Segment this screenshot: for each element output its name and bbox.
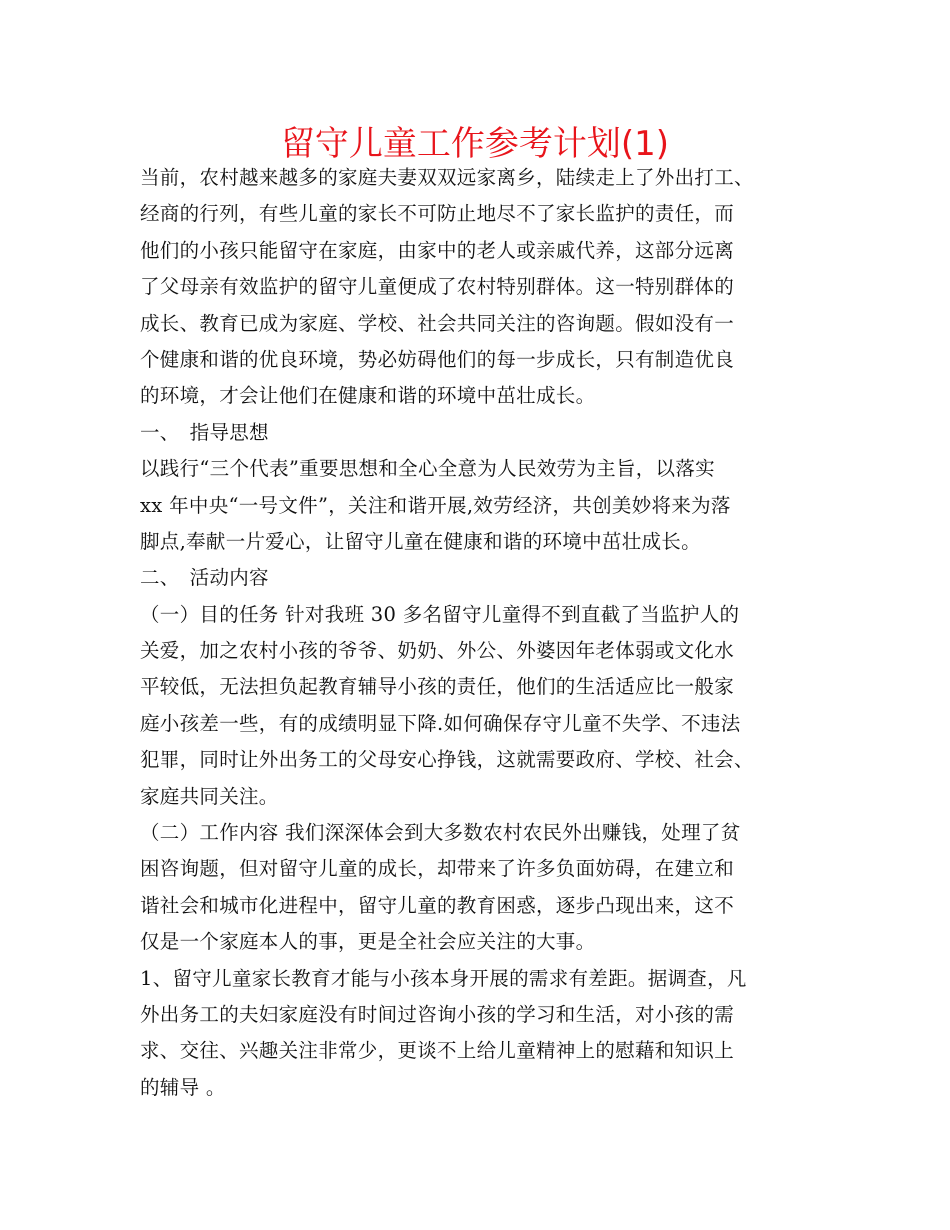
text-line: 他们的小孩只能留守在家庭，由家中的老人或亲戚代养，这部分远离 [140,238,735,262]
text-line: 成长、教育已成为家庭、学校、社会共同关注的咨询题。假如没有一 [140,311,735,335]
text-line: 以践行“三个代表”重要思想和全心全意为人民效劳为主旨，以落实 [140,457,715,481]
text-line: 求、交往、兴趣关注非常少，更谈不上给儿童精神上的慰藉和知识上 [140,1039,735,1063]
text-line: 经商的行列，有些儿童的家长不可防止地尽不了家长监护的责任，而 [140,202,735,226]
text-line: 平较低，无法担负起教育辅导小孩的责任，他们的生活适应比一般家 [140,675,735,699]
text-line: 谐社会和城市化进程中，留守儿童的教育困惑，逐步凸现出来，这不 [140,893,735,917]
text-line: 外出务工的夫妇家庭没有时间过咨询小孩的学习和生活，对小孩的需 [140,1002,735,1026]
document-body [140,160,840,1106]
text-line: 当前，农村越来越多的家庭夫妻双双远家离乡，陆续走上了外出打工、 [140,166,754,189]
document-title: 留守儿童工作参考计划(1) [280,124,670,164]
section-heading-activity-content: 二、 活动内容 [140,566,269,590]
text-line: 了父母亲有效监护的留守儿童便成了农村特别群体。这一特别群体的 [140,275,735,299]
text-line: xx 年中央“一号文件”，关注和谐开展,效劳经济，共创美妙将来为落 [140,493,731,517]
text-line: （一）目的任务 针对我班 30 多名留守儿童得不到直截了当监护人的 [140,602,740,626]
text-line: 关爱，加之农村小孩的爷爷、奶奶、外公、外婆因年老体弱或文化水 [140,639,735,663]
text-line: 仅是一个家庭本人的事，更是全社会应关注的大事。 [140,930,596,954]
text-line: 个健康和谐的优良环境，势必妨碍他们的每一步成长，只有制造优良 [140,347,735,371]
text-line: 庭小孩差一些，有的成绩明显下降.如何确保存守儿童不失学、不违法 [140,711,741,735]
text-line: 家庭共同关注。 [140,784,279,808]
text-line: 1、留守儿童家长教育才能与小孩本身开展的需求有差距。据调查，凡 [140,966,747,990]
text-line: 犯罪，同时让外出务工的父母安心挣钱，这就需要政府、学校、社会、 [140,748,754,772]
text-line: （二）工作内容 我们深深体会到大多数农村农民外出赚钱，处理了贫 [140,821,741,845]
section-heading-guiding-ideology: 一、 指导思想 [140,420,269,444]
text-line: 的辅导 。 [140,1075,226,1099]
text-line: 困咨询题，但对留守儿童的成长，却带来了许多负面妨碍，在建立和 [140,857,735,881]
text-line: 的环境，才会让他们在健康和谐的环境中茁壮成长。 [140,384,596,408]
text-line: 脚点,奉献一片爱心，让留守儿童在健康和谐的环境中茁壮成长。 [140,529,701,553]
